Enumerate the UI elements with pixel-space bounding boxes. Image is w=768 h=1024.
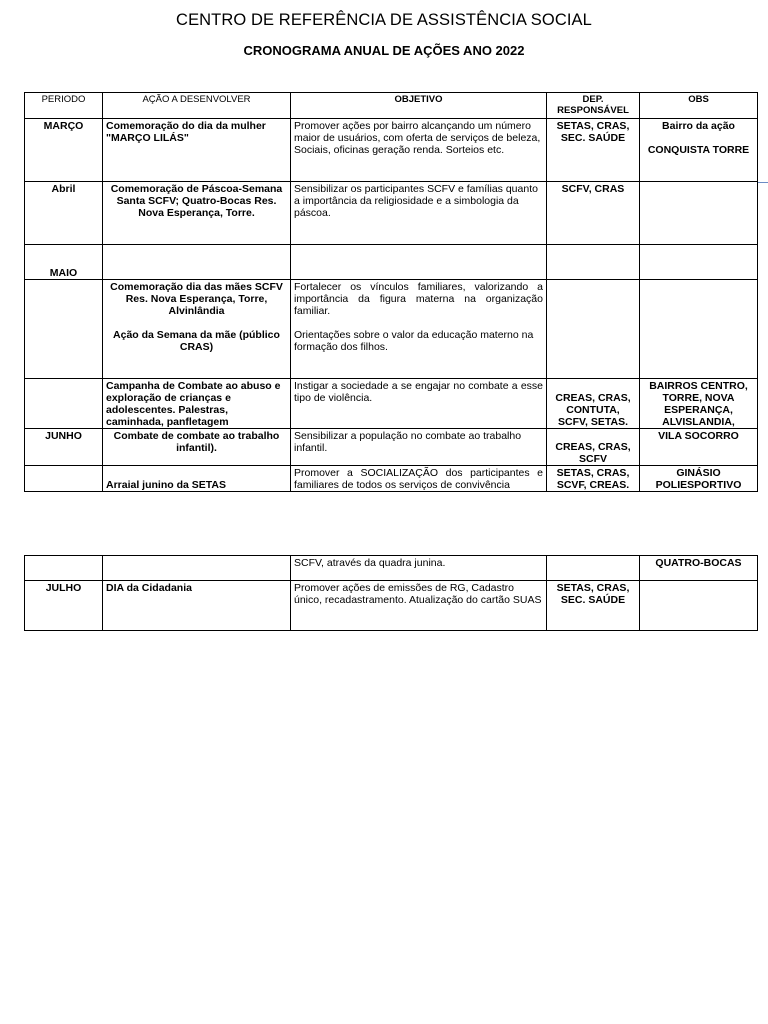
acao-cell — [103, 556, 291, 581]
table-header-row — [25, 93, 758, 119]
objetivo-cell: Instigar a sociedade a se engajar no combate a esse tipo de violência. — [291, 379, 547, 429]
periodo-cell: Abril — [25, 182, 103, 245]
dep-cell: SETAS, CRAS, SEC. SAÚDE — [547, 581, 640, 631]
obs-cell: QUATRO-BOCAS — [640, 556, 758, 581]
objetivo-cell: Sensibilizar os participantes SCFV e famílias quanto a importância da religiosidade e a simbologia da páscoa. — [291, 182, 547, 245]
acao-cell: Campanha de Combate ao abuso e exploração de crianças e adolescentes. Palestras, caminhada, panfletagem — [103, 379, 291, 429]
obs-cell — [640, 119, 758, 182]
dep-cell — [547, 556, 640, 581]
margin-line — [757, 182, 768, 183]
dep-cell: SETAS, CRAS, SCVF, CREAS. — [547, 466, 640, 492]
col-header-periodo: PERIODO — [25, 93, 103, 119]
acao-cell: Combate de combate ao trabalho infantil). — [103, 429, 291, 466]
col-header-dep: DEP. RESPONSÁVEL — [547, 93, 640, 119]
table-row — [25, 280, 758, 379]
periodo-cell — [25, 466, 103, 492]
objetivo-line: Fortalecer os vínculos familiares, valorizando a importância da figura materna na organização familiar. — [294, 281, 543, 317]
obs-cell: BAIRROS CENTRO, TORRE, NOVA ESPERANÇA, ALVISLANDIA, — [640, 379, 758, 429]
document-subtitle: CRONOGRAMA ANUAL DE AÇÕES ANO 2022 — [243, 43, 525, 58]
obs-line: Bairro da ação — [662, 120, 735, 132]
col-header-acao: AÇÃO A DESENVOLVER — [103, 93, 291, 119]
schedule-table — [24, 92, 758, 492]
acao-cell: Comemoração do dia da mulher "MARÇO LILÁS" — [103, 119, 291, 182]
schedule-table-continued — [24, 555, 758, 631]
table-row — [25, 119, 758, 182]
periodo-cell — [25, 556, 103, 581]
periodo-cell: MARÇO — [25, 119, 103, 182]
document-title: CENTRO DE REFERÊNCIA DE ASSISTÊNCIA SOCIAL — [176, 11, 592, 29]
table-row — [25, 581, 758, 631]
dep-cell: SETAS, CRAS, SEC. SAÚDE — [547, 119, 640, 182]
obs-line: CONQUISTA TORRE — [647, 144, 750, 156]
col-header-objetivo: OBJETIVO — [291, 93, 547, 119]
acao-line: Res. Nova Esperança, Torre, Alvinlândia — [125, 293, 268, 317]
acao-line: Comemoração dia das mães SCFV — [110, 281, 283, 293]
objetivo-cell — [291, 280, 547, 379]
obs-cell — [640, 280, 758, 379]
acao-cell — [103, 245, 291, 280]
obs-cell — [640, 182, 758, 245]
table-row — [25, 182, 758, 245]
acao-cell: DIA da Cidadania — [103, 581, 291, 631]
table-row — [25, 245, 758, 280]
periodo-cell: MAIO — [25, 245, 103, 280]
table-row — [25, 429, 758, 466]
acao-cell: Arraial junino da SETAS — [103, 466, 291, 492]
periodo-cell: JUNHO — [25, 429, 103, 466]
objetivo-cell — [291, 245, 547, 280]
objetivo-cell: Promover ações de emissões de RG, Cadastro único, recadastramento. Atualização do cartão SUAS — [291, 581, 547, 631]
table-row — [25, 379, 758, 429]
periodo-cell: JULHO — [25, 581, 103, 631]
obs-cell: VILA SOCORRO — [640, 429, 758, 466]
obs-cell — [640, 245, 758, 280]
acao-line: Ação da Semana da mãe (público CRAS) — [113, 329, 280, 353]
periodo-cell — [25, 280, 103, 379]
table-row — [25, 556, 758, 581]
acao-cell: Comemoração de Páscoa-Semana Santa SCFV; Quatro-Bocas Res. Nova Esperança, Torre. — [103, 182, 291, 245]
dep-cell: CREAS, CRAS, SCFV — [547, 429, 640, 466]
obs-cell — [640, 581, 758, 631]
dep-cell: CREAS, CRAS, CONTUTA, SCFV, SETAS. — [547, 379, 640, 429]
objetivo-cell: SCFV, através da quadra junina. — [291, 556, 547, 581]
objetivo-line: Orientações sobre o valor da educação materno na formação dos filhos. — [294, 329, 534, 353]
dep-cell — [547, 245, 640, 280]
objetivo-cell: Promover ações por bairro alcançando um número maior de usuários, com oferta de serviços de beleza, Sociais, oficinas geração renda. Sorteios etc. — [291, 119, 547, 182]
acao-cell — [103, 280, 291, 379]
objetivo-cell: Promover a SOCIALIZAÇÃO dos participantes e familiares de todos os serviços de convivência — [291, 466, 547, 492]
periodo-cell — [25, 379, 103, 429]
objetivo-cell: Sensibilizar a população no combate ao trabalho infantil. — [291, 429, 547, 466]
dep-cell — [547, 280, 640, 379]
obs-cell: GINÁSIO POLIESPORTIVO — [640, 466, 758, 492]
dep-cell: SCFV, CRAS — [547, 182, 640, 245]
table-row — [25, 466, 758, 492]
col-header-obs: OBS — [640, 93, 758, 119]
